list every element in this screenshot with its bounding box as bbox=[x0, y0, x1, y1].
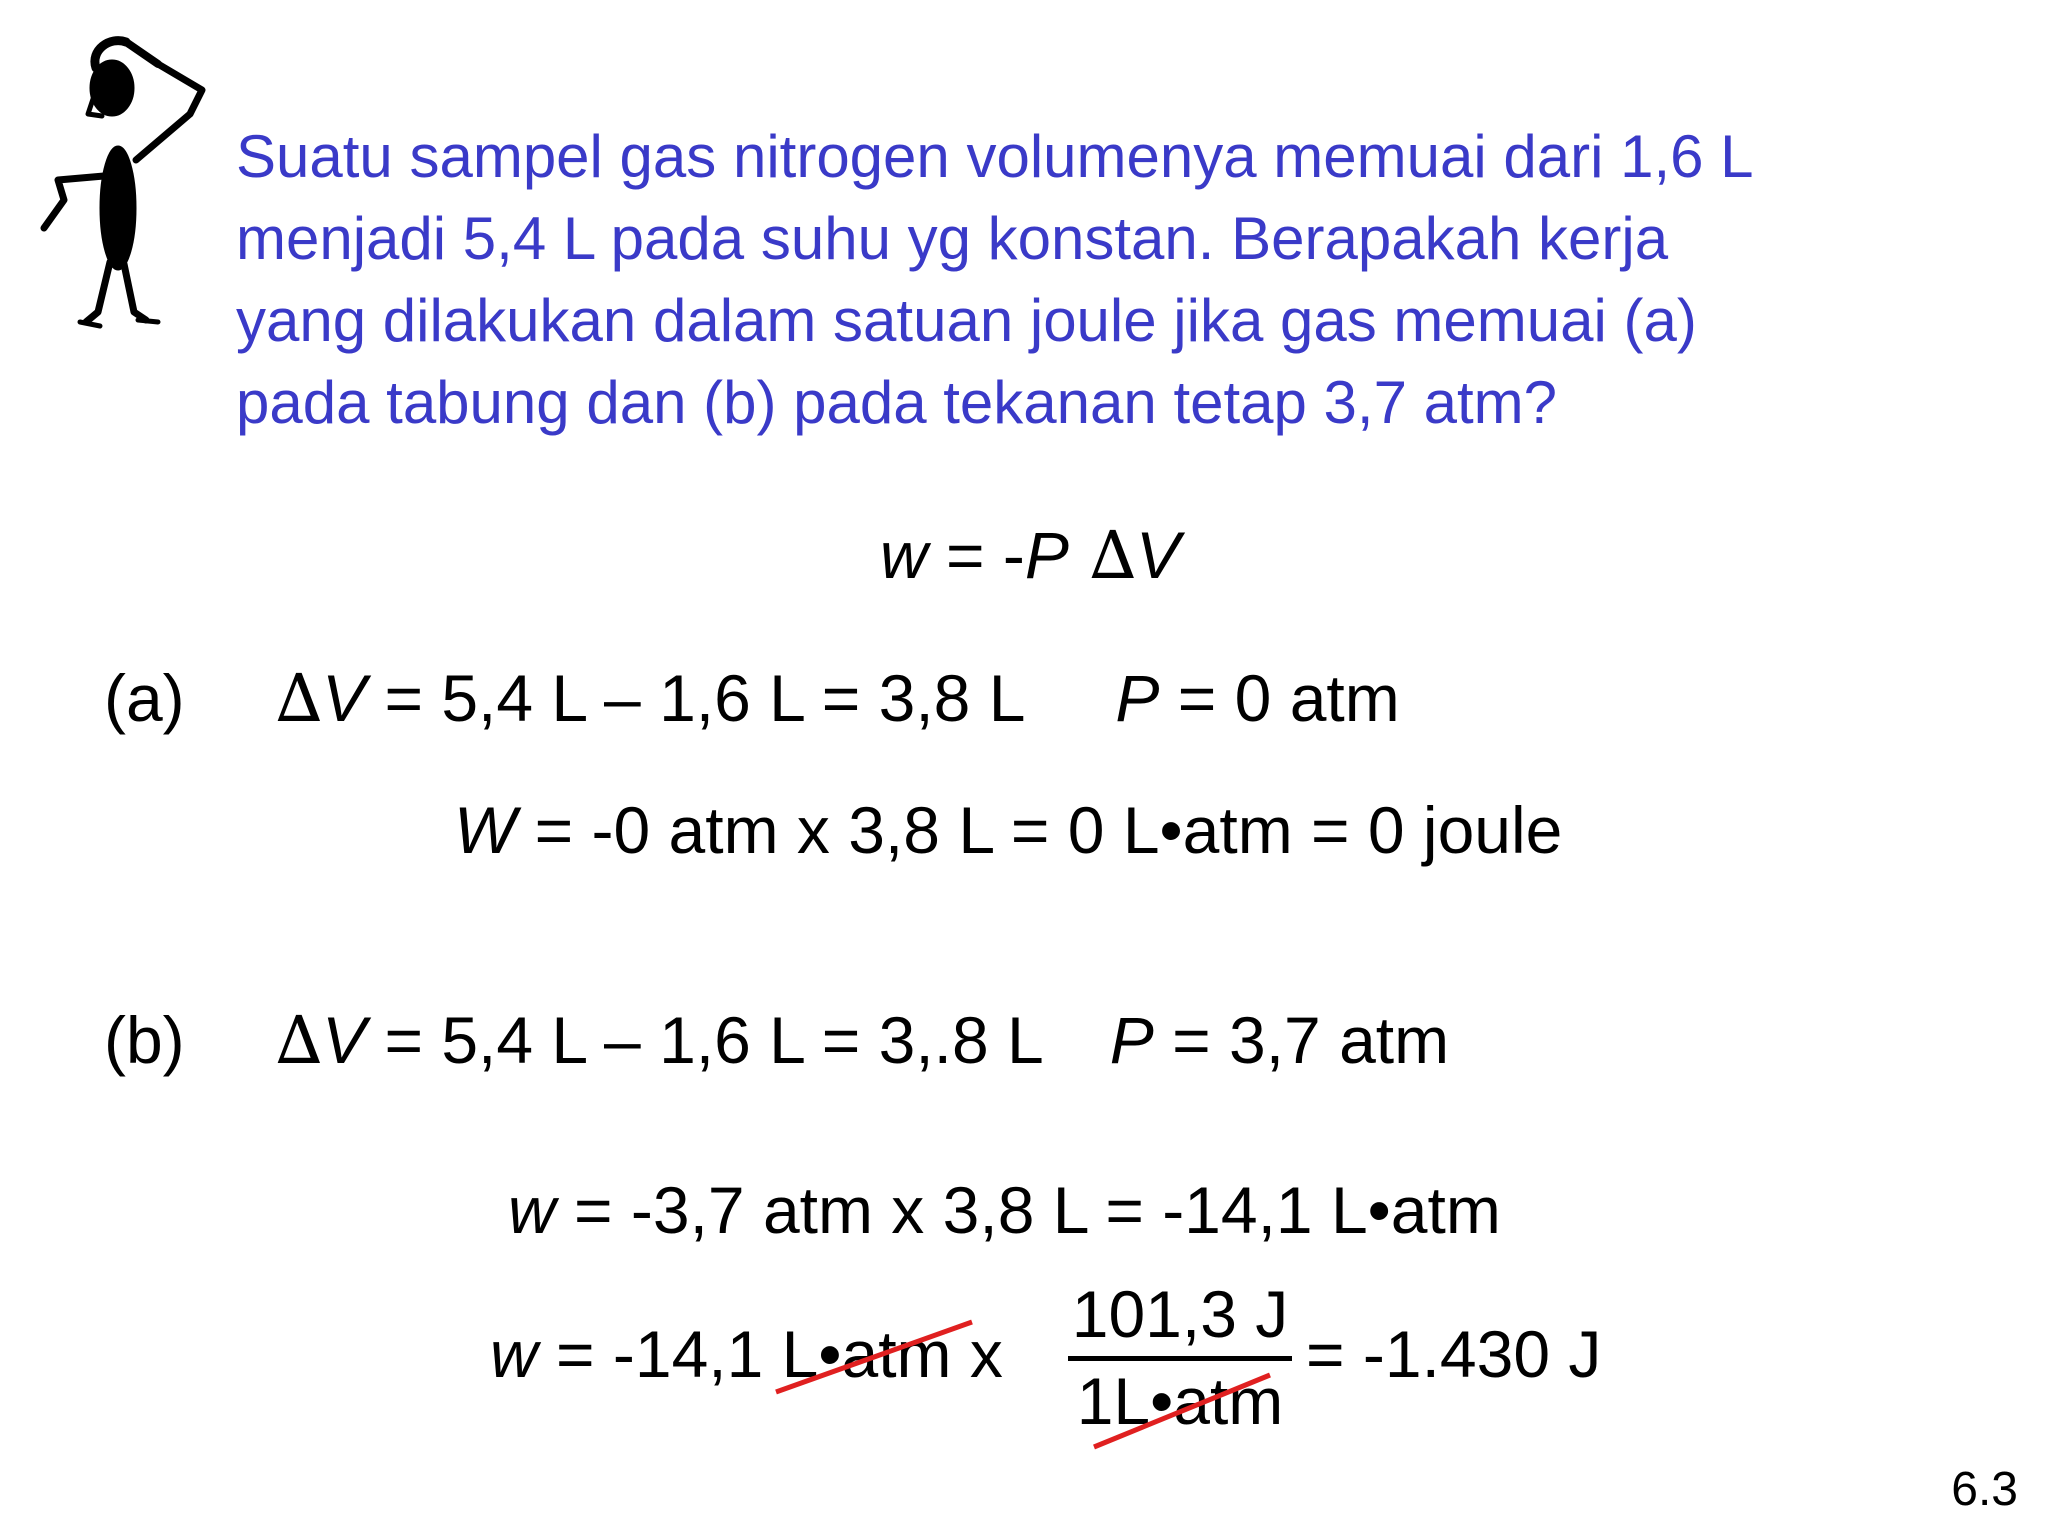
question-line: menjadi 5,4 L pada suhu yg konstan. Berapakah kerja bbox=[236, 205, 1669, 272]
page-number: 6.3 bbox=[1951, 1463, 2018, 1516]
volume-symbol: V bbox=[322, 1003, 367, 1077]
times-sign: x bbox=[951, 1317, 1003, 1391]
question-line: Suatu sampel gas nitrogen volumenya memuai dari 1,6 L bbox=[236, 123, 1754, 190]
part-a-volume-pressure bbox=[276, 658, 1400, 739]
pressure-symbol: P bbox=[1109, 1003, 1154, 1077]
cancel-slash-icon bbox=[1094, 1369, 1274, 1449]
part-b-volume-pressure bbox=[276, 1000, 1449, 1081]
part-b-work-latm bbox=[508, 1170, 1501, 1250]
formula-eq: = - bbox=[927, 518, 1025, 592]
question-text bbox=[236, 116, 2026, 444]
fraction-numerator: 101,3 J bbox=[1071, 1277, 1289, 1351]
part-b-conversion-left bbox=[490, 1314, 1003, 1394]
fraction-denominator bbox=[1068, 1365, 1292, 1437]
formula-w: w bbox=[880, 518, 928, 592]
fraction-denominator-text: 1L•atm bbox=[1076, 1364, 1284, 1438]
formula-v: V bbox=[1135, 518, 1181, 592]
work-text: = -0 atm x 3,8 L = 0 L•atm = 0 joule bbox=[516, 793, 1563, 867]
pressure-text: = 3,7 atm bbox=[1153, 1003, 1450, 1077]
cancelled-unit bbox=[782, 1314, 952, 1394]
conversion-fraction bbox=[1068, 1278, 1292, 1437]
volume-change-text: = 5,4 L – 1,6 L = 3,.8 L bbox=[366, 1003, 1044, 1077]
volume-symbol: V bbox=[322, 661, 367, 735]
cancel-slash-icon bbox=[776, 1320, 976, 1394]
conversion-result: = -1.430 J bbox=[1306, 1317, 1602, 1391]
pressure-symbol: P bbox=[1115, 661, 1160, 735]
part-a-work bbox=[454, 790, 1562, 870]
formula-p: P bbox=[1024, 518, 1069, 592]
delta-symbol: ∆ bbox=[276, 1002, 323, 1079]
work-text: = -3,7 atm x 3,8 L = -14,1 L•atm bbox=[555, 1173, 1501, 1247]
question-line: yang dilakukan dalam satuan joule jika gas memuai (a) bbox=[236, 287, 1697, 354]
cancelled-unit-text: L•atm bbox=[781, 1317, 952, 1391]
fraction-bar bbox=[1068, 1356, 1292, 1361]
delta-symbol: ∆ bbox=[276, 660, 323, 737]
question-line: pada tabung dan (b) pada tekanan tetap 3,7 atm? bbox=[236, 369, 1558, 436]
work-symbol: w bbox=[508, 1173, 556, 1247]
pressure-text: = 0 atm bbox=[1159, 661, 1400, 735]
work-symbol: w bbox=[490, 1317, 538, 1391]
conversion-prefix: = -14,1 bbox=[537, 1317, 782, 1391]
volume-change-text: = 5,4 L – 1,6 L = 3,8 L bbox=[366, 661, 1026, 735]
work-symbol: W bbox=[454, 793, 517, 867]
part-a-label: (a) bbox=[104, 661, 185, 735]
thinking-figure-icon bbox=[40, 30, 220, 350]
work-formula bbox=[880, 515, 1180, 596]
part-b-label: (b) bbox=[104, 1003, 185, 1077]
formula-delta: ∆ bbox=[1068, 517, 1136, 594]
